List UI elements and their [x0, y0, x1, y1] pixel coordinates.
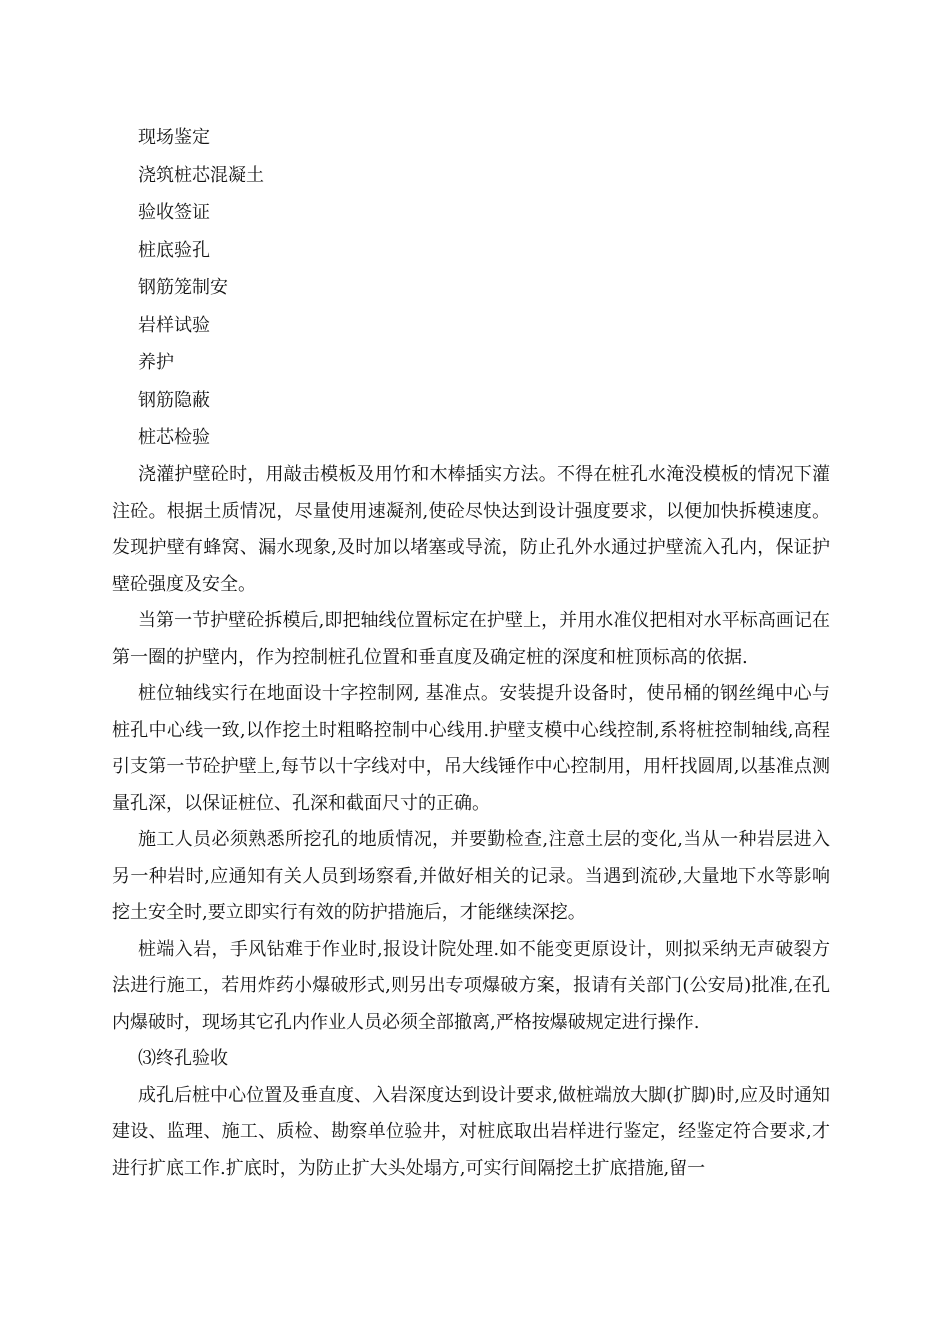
paragraph-wall-concrete: 浇灌护壁砼时，用敲击模板及用竹和木棒插实方法。不得在桩孔水淹没模板的情况下灌注砼。根据土质情况，尽量使用速凝剂,使砼尽快达到设计强度要求，以便加快拆模速度。发现护壁有蜂窝、漏水现象,及时加以堵塞或导流，防止孔外水通过护壁流入孔内，保证护壁砼强度及安全。: [112, 464, 830, 595]
paragraph-axis-marking: 当第一节护壁砼拆模后,即把轴线位置标定在护壁上，并用水准仪把相对水平标高画记在第一圈的护壁内，作为控制桩孔位置和垂直度及确定桩的深度和桩顶标高的依据.: [112, 610, 830, 668]
process-step: 验收签证: [138, 202, 210, 223]
process-step: 养护: [138, 352, 174, 373]
process-step-list: [138, 119, 264, 457]
process-step: 现场鉴定: [138, 127, 210, 148]
paragraph-hole-acceptance: 成孔后桩中心位置及垂直度、入岩深度达到设计要求,做桩端放大脚(扩脚)时,应及时通知建设、监理、施工、质检、勘察单位验井，对桩底取出岩样进行鉴定，经鉴定符合要求,才进行扩底工作.扩底时，为防止扩大头处塌方,可实行间隔挖土扩底措施,留一: [112, 1084, 830, 1179]
paragraph-geology-check: 施工人员必须熟悉所挖孔的地质情况，并要勤检查,注意土层的变化,当从一种岩层进入另一种岩时,应通知有关人员到场察看,并做好相关的记录。当遇到流砂,大量地下水等影响挖土安全时,要立即实行有效的防护措施后，才能继续深挖。: [112, 829, 830, 923]
process-step: 钢筋隐蔽: [138, 389, 210, 411]
process-step: 桩芯检验: [138, 427, 210, 448]
process-step: 桩底验孔: [138, 239, 210, 261]
process-step: 钢筋笼制安: [138, 277, 228, 298]
paragraph-axis-control: 桩位轴线实行在地面设十字控制网, 基准点。安装提升设备时，使吊桶的钢丝绳中心与桩孔中心线一致,以作挖土时粗略控制中心线用.护壁支模中心线控制,系将桩控制轴线,高程引支第一节砼护壁上,每节以十字线对中，吊大线锤作中心控制用，用杆找圆周,以基准点测量孔深，以保证桩位、孔深和截面尺寸的正确。: [112, 683, 830, 814]
process-step: 岩样试验: [138, 314, 210, 336]
section-heading-final-hole-acceptance: ⑶终孔验收: [138, 1048, 228, 1069]
paragraph-rock-blasting: 桩端入岩，手风钻难于作业时,报设计院处理.如不能变更原设计，则拟采纳无声破裂方法进行施工，若用炸药小爆破形式,则另出专项爆破方案，报请有关部门(公安局)批准,在孔内爆破时，现场其它孔内作业人员必须全部撤离,严格按爆破规定进行操作.: [112, 938, 830, 1033]
body-text: [112, 457, 830, 1187]
process-step: 浇筑桩芯混凝土: [138, 164, 264, 186]
